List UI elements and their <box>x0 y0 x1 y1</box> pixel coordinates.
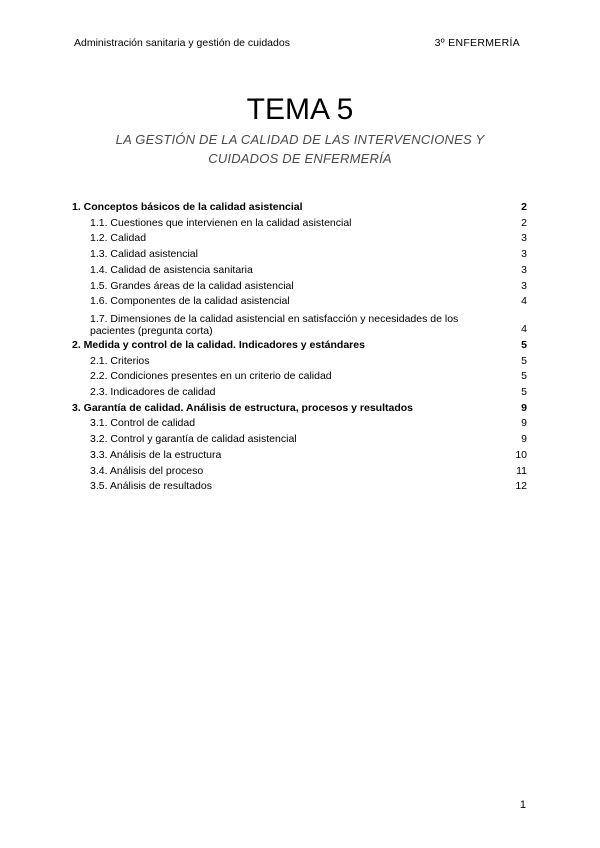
toc-entry-page: 5 <box>521 386 527 399</box>
toc-entry-page: 3 <box>521 248 527 261</box>
page-number: 1 <box>519 799 526 811</box>
toc-entry-text: 1.4. Calidad de asistencia sanitaria <box>90 263 253 276</box>
toc-section-3[interactable] <box>72 401 527 417</box>
toc-entry-1-5[interactable] <box>72 279 527 295</box>
toc-entry-page: 4 <box>521 323 527 336</box>
toc-entry-text: 1.5. Grandes áreas de la calidad asistencial <box>90 279 294 292</box>
toc-entry-page: 3 <box>521 263 527 276</box>
document-subtitle <box>90 130 510 168</box>
toc-entry-text: 3.5. Análisis de resultados <box>90 480 212 493</box>
toc-entry-text: 3.1. Control de calidad <box>90 417 196 430</box>
toc-entry-1-1[interactable] <box>72 216 527 232</box>
toc-entry-page: 2 <box>521 216 527 229</box>
toc-entry-page: 3 <box>521 279 527 292</box>
subtitle-line-1: LA GESTIÓN DE LA CALIDAD DE LAS INTERVENCIONES Y <box>115 132 485 147</box>
toc-entry-text: 3.4. Análisis del proceso <box>90 464 204 477</box>
toc-entry-page: 3 <box>521 232 527 245</box>
header-course-title: Administración sanitaria y gestión de cuidados <box>74 37 290 49</box>
toc-entry-text: 1. Conceptos básicos de la calidad asistencial <box>72 201 303 213</box>
toc-entry-1-4[interactable] <box>72 263 527 279</box>
toc-entry-text: 3.2. Control y garantía de calidad asistencial <box>90 433 297 446</box>
toc-section-1[interactable] <box>72 200 527 216</box>
toc-entry-text: 1.3. Calidad asistencial <box>90 248 198 261</box>
toc-entry-3-2[interactable] <box>72 432 527 448</box>
toc-entry-page: 5 <box>521 338 527 351</box>
toc-entry-page: 4 <box>521 295 527 308</box>
toc-entry-text: 2.2. Condiciones presentes en un criterio de calidad <box>90 370 332 383</box>
toc-entry-text: 1.6. Componentes de la calidad asistencial <box>90 295 290 308</box>
toc-entry-text: 1.2. Calidad <box>90 232 147 245</box>
toc-entry-3-4[interactable] <box>72 464 527 480</box>
toc-entry-page: 11 <box>516 464 527 477</box>
toc-entry-page: 5 <box>521 354 527 367</box>
toc-entry-text: 2.1. Criterios <box>90 354 150 367</box>
subtitle-line-2: CUIDADOS DE ENFERMERÍA <box>208 151 392 166</box>
toc-entry-page: 9 <box>521 433 527 446</box>
toc-entry-1-7[interactable] <box>72 310 527 338</box>
table-of-contents <box>72 200 527 495</box>
toc-entry-page: 10 <box>515 448 527 461</box>
toc-entry-page: 2 <box>521 201 527 213</box>
toc-entry-2-2[interactable] <box>72 369 527 385</box>
toc-entry-2-1[interactable] <box>72 354 527 370</box>
header-course-year: 3º ENFERMERÍA <box>434 37 520 49</box>
toc-entry-text: 1.1. Cuestiones que intervienen en la calidad asistencial <box>90 216 352 229</box>
toc-entry-text: 2. Medida y control de la calidad. Indicadores y estándares <box>72 338 365 351</box>
toc-entry-text: 2.3. Indicadores de calidad <box>90 386 216 399</box>
toc-entry-page: 5 <box>521 370 527 383</box>
toc-entry-text: 3. Garantía de calidad. Análisis de estructura, procesos y resultados <box>72 401 413 414</box>
page-header <box>74 36 520 50</box>
toc-entry-text: 1.7. Dimensiones de la calidad asistencial en satisfacción y necesidades de los pacientes (pregunta corta) <box>90 312 459 338</box>
toc-entry-page: 9 <box>521 401 527 414</box>
toc-entry-3-5[interactable] <box>72 479 527 495</box>
toc-entry-2-3[interactable] <box>72 385 527 401</box>
toc-entry-text: 3.3. Análisis de la estructura <box>90 448 222 461</box>
document-title: TEMA 5 <box>246 93 354 127</box>
toc-entry-page: 12 <box>515 480 527 493</box>
toc-entry-3-1[interactable] <box>72 416 527 432</box>
toc-entry-1-3[interactable] <box>72 247 527 263</box>
toc-entry-1-2[interactable] <box>72 231 527 247</box>
toc-entry-1-6[interactable] <box>72 294 527 310</box>
toc-entry-page: 9 <box>521 417 527 430</box>
toc-section-2[interactable] <box>72 338 527 354</box>
toc-entry-3-3[interactable] <box>72 448 527 464</box>
